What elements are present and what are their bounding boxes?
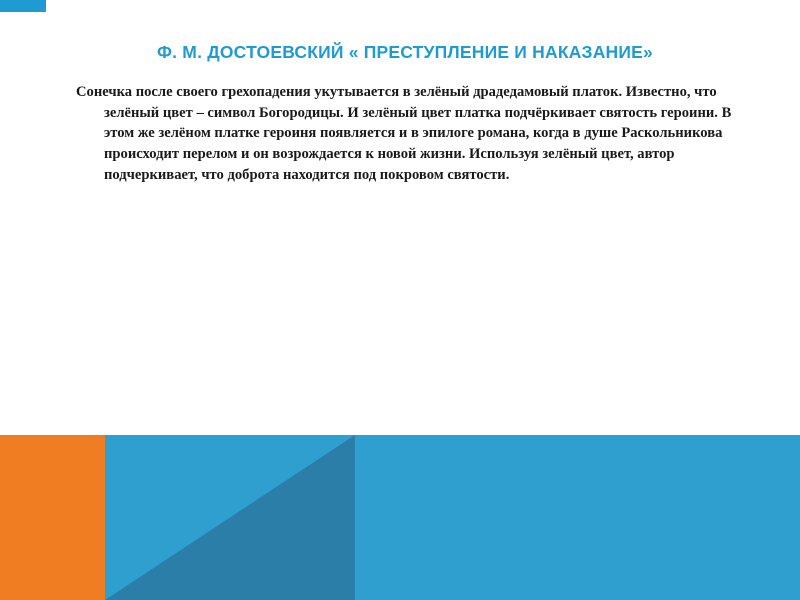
body-paragraph: Сонечка после своего грехопадения укутывается в зелёный драдедамовый платок. Известно, что зелёный цвет – символ Богородицы. И зелёный цвет платка подчёркивает святость героини. В этом же зелёном платке героиня появляется и в эпилоге романа, когда в душе Раскольникова происходит перелом и он возрождается к новой жизни. Используя зелёный цвет, автор подчеркивает, что доброта находится под покровом святости. — [76, 84, 732, 183]
top-accent-bar — [0, 0, 46, 12]
slide-body — [76, 82, 732, 186]
footer-orange-shape — [0, 435, 105, 600]
page-title: Ф. М. ДОСТОЕВСКИЙ « ПРЕСТУПЛЕНИЕ И НАКАЗАНИЕ» — [157, 42, 653, 62]
footer-decoration — [0, 435, 800, 600]
footer-triangle-shape — [105, 435, 355, 600]
